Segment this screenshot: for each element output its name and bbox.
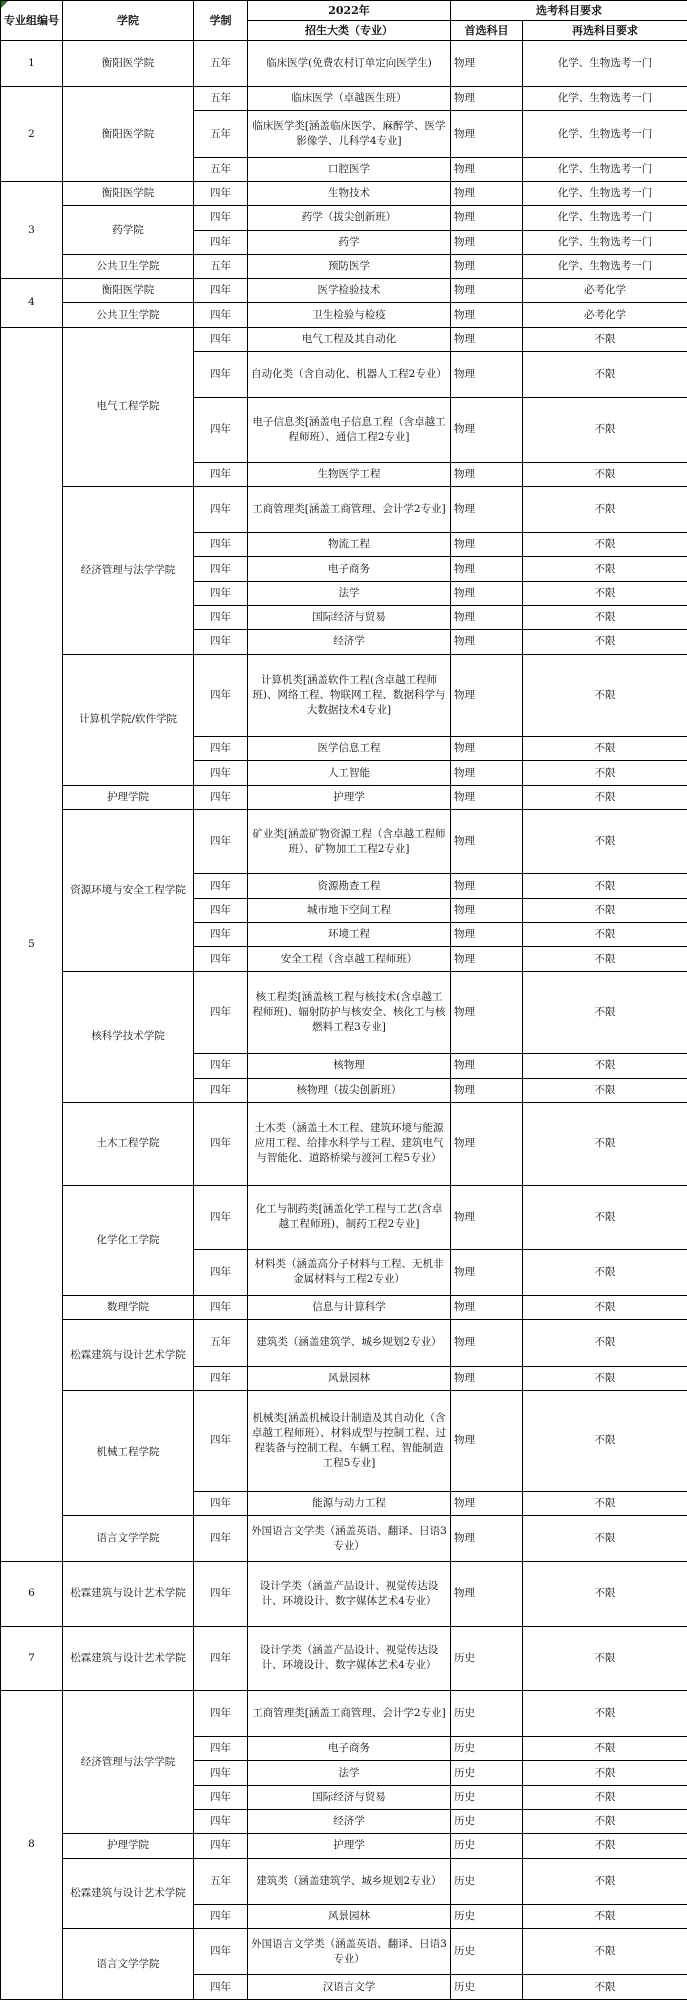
major-cell: 外国语言文学类（涵盖英语、翻译、日语3专业） — [248, 1929, 451, 1975]
major-cell: 信息与计算科学 — [248, 1296, 451, 1320]
first-subject-cell: 历史 — [451, 1975, 523, 2000]
duration-cell: 四年 — [194, 785, 248, 809]
second-subject-cell: 不限 — [523, 1904, 687, 1928]
major-cell: 能源与动力工程 — [248, 1491, 451, 1515]
group-number-cell: 1 — [1, 41, 63, 87]
major-cell: 护理学 — [248, 785, 451, 809]
major-cell: 电子商务 — [248, 1737, 451, 1761]
second-subject-cell: 不限 — [523, 605, 687, 629]
college-cell: 衡阳医学院 — [63, 181, 194, 205]
header-year: 2022年 — [248, 1, 451, 21]
table-row — [1, 1929, 687, 1975]
second-subject-cell: 必考化学 — [523, 303, 687, 327]
table-row — [1, 1516, 687, 1562]
major-cell: 物流工程 — [248, 533, 451, 557]
college-cell: 松霖建筑与设计艺术学院 — [63, 1320, 194, 1390]
second-subject-cell: 不限 — [523, 1366, 687, 1390]
duration-cell: 四年 — [194, 1690, 248, 1736]
table-row — [1, 654, 687, 737]
duration-cell: 四年 — [194, 1078, 248, 1102]
major-cell: 临床医学类[涵盖临床医学、麻醉学、医学影像学、儿科学4专业] — [248, 111, 451, 157]
second-subject-cell: 不限 — [523, 1249, 687, 1295]
first-subject-cell: 物理 — [451, 810, 523, 874]
college-cell: 化学化工学院 — [63, 1185, 194, 1296]
second-subject-cell: 不限 — [523, 352, 687, 398]
duration-cell: 四年 — [194, 303, 248, 327]
major-cell: 经济学 — [248, 1810, 451, 1834]
first-subject-cell: 历史 — [451, 1858, 523, 1904]
major-cell: 人工智能 — [248, 761, 451, 785]
duration-cell: 四年 — [194, 1296, 248, 1320]
college-cell: 语言文学学院 — [63, 1929, 194, 2000]
duration-cell: 四年 — [194, 533, 248, 557]
first-subject-cell: 历史 — [451, 1626, 523, 1690]
major-cell: 矿业类[涵盖矿物资源工程（含卓越工程师班）、矿物加工工程2专业] — [248, 810, 451, 874]
table-row — [1, 1185, 687, 1249]
major-cell: 电子商务 — [248, 557, 451, 581]
college-cell: 药学院 — [63, 206, 194, 255]
second-subject-cell: 不限 — [523, 947, 687, 971]
header-duration: 学制 — [194, 1, 248, 41]
table-row — [1, 327, 687, 351]
duration-cell: 四年 — [194, 654, 248, 737]
header-subject-req: 选考科目要求 — [451, 1, 687, 21]
second-subject-cell: 不限 — [523, 1320, 687, 1366]
duration-cell: 四年 — [194, 1516, 248, 1562]
second-subject-cell: 化学、生物选考一门 — [523, 87, 687, 111]
first-subject-cell: 物理 — [451, 1249, 523, 1295]
first-subject-cell: 物理 — [451, 398, 523, 462]
second-subject-cell: 不限 — [523, 1975, 687, 2000]
header-major-class: 招生大类（专业） — [248, 21, 451, 41]
first-subject-cell: 物理 — [451, 605, 523, 629]
table-row — [1, 486, 687, 532]
first-subject-cell: 历史 — [451, 1761, 523, 1785]
duration-cell: 四年 — [194, 1366, 248, 1390]
second-subject-cell: 不限 — [523, 898, 687, 922]
first-subject-cell: 历史 — [451, 1737, 523, 1761]
table-row — [1, 1390, 687, 1491]
major-cell: 法学 — [248, 1761, 451, 1785]
duration-cell: 四年 — [194, 923, 248, 947]
second-subject-cell: 不限 — [523, 737, 687, 761]
table-row — [1, 1296, 687, 1320]
second-subject-cell: 不限 — [523, 1690, 687, 1736]
table-row — [1, 1626, 687, 1690]
first-subject-cell: 物理 — [451, 157, 523, 181]
college-cell: 语言文学学院 — [63, 1516, 194, 1562]
second-subject-cell: 不限 — [523, 1929, 687, 1975]
first-subject-cell: 物理 — [451, 761, 523, 785]
duration-cell: 五年 — [194, 87, 248, 111]
college-cell: 衡阳医学院 — [63, 87, 194, 182]
duration-cell: 四年 — [194, 1491, 248, 1515]
duration-cell: 四年 — [194, 486, 248, 532]
second-subject-cell: 不限 — [523, 1834, 687, 1858]
college-cell: 电气工程学院 — [63, 327, 194, 486]
duration-cell: 四年 — [194, 1810, 248, 1834]
second-subject-cell: 化学、生物选考一门 — [523, 111, 687, 157]
first-subject-cell: 物理 — [451, 923, 523, 947]
second-subject-cell: 不限 — [523, 810, 687, 874]
second-subject-cell: 不限 — [523, 462, 687, 486]
first-subject-cell: 历史 — [451, 1834, 523, 1858]
major-cell: 土木类（涵盖土木工程、建筑环境与能源应用工程、给排水科学与工程、建筑电气与智能化、道路桥梁与渡河工程5专业） — [248, 1102, 451, 1185]
second-subject-cell: 不限 — [523, 1562, 687, 1626]
first-subject-cell: 物理 — [451, 181, 523, 205]
duration-cell: 五年 — [194, 254, 248, 278]
major-cell: 建筑类（涵盖建筑学、城乡规划2专业） — [248, 1320, 451, 1366]
duration-cell: 五年 — [194, 157, 248, 181]
college-cell: 松霖建筑与设计艺术学院 — [63, 1562, 194, 1626]
group-number-cell: 3 — [1, 181, 63, 278]
duration-cell: 四年 — [194, 181, 248, 205]
second-subject-cell: 不限 — [523, 1102, 687, 1185]
second-subject-cell: 不限 — [523, 1626, 687, 1690]
duration-cell: 四年 — [194, 1102, 248, 1185]
duration-cell: 四年 — [194, 327, 248, 351]
first-subject-cell: 物理 — [451, 1078, 523, 1102]
corner-mark — [1, 1, 8, 8]
duration-cell: 五年 — [194, 1320, 248, 1366]
second-subject-cell: 不限 — [523, 923, 687, 947]
second-subject-cell: 不限 — [523, 1491, 687, 1515]
college-cell: 计算机学院/软件学院 — [63, 654, 194, 785]
second-subject-cell: 不限 — [523, 874, 687, 898]
table-row — [1, 785, 687, 809]
major-cell: 建筑类（涵盖建筑学、城乡规划2专业） — [248, 1858, 451, 1904]
duration-cell: 四年 — [194, 1562, 248, 1626]
second-subject-cell: 化学、生物选考一门 — [523, 206, 687, 230]
second-subject-cell: 不限 — [523, 327, 687, 351]
duration-cell: 四年 — [194, 810, 248, 874]
group-number-cell: 2 — [1, 87, 63, 182]
duration-cell: 四年 — [194, 279, 248, 303]
second-subject-cell: 必考化学 — [523, 279, 687, 303]
first-subject-cell: 物理 — [451, 947, 523, 971]
first-subject-cell: 物理 — [451, 737, 523, 761]
table-row — [1, 1690, 687, 1736]
major-cell: 电气工程及其自动化 — [248, 327, 451, 351]
duration-cell: 四年 — [194, 1390, 248, 1491]
header-second-subject: 再选科目要求 — [523, 21, 687, 41]
duration-cell: 四年 — [194, 1737, 248, 1761]
first-subject-cell: 物理 — [451, 303, 523, 327]
first-subject-cell: 物理 — [451, 1516, 523, 1562]
duration-cell: 四年 — [194, 557, 248, 581]
duration-cell: 四年 — [194, 1761, 248, 1785]
header-group-no-label: 专业组编号 — [4, 14, 59, 27]
first-subject-cell: 物理 — [451, 654, 523, 737]
first-subject-cell: 物理 — [451, 971, 523, 1054]
first-subject-cell: 物理 — [451, 630, 523, 654]
table-row — [1, 1834, 687, 1858]
duration-cell: 四年 — [194, 1054, 248, 1078]
first-subject-cell: 物理 — [451, 1296, 523, 1320]
second-subject-cell: 不限 — [523, 1516, 687, 1562]
duration-cell: 四年 — [194, 605, 248, 629]
second-subject-cell: 不限 — [523, 785, 687, 809]
major-cell: 卫生检验与检疫 — [248, 303, 451, 327]
first-subject-cell: 物理 — [451, 87, 523, 111]
major-cell: 国际经济与贸易 — [248, 1785, 451, 1809]
duration-cell: 四年 — [194, 1929, 248, 1975]
group-number-cell: 4 — [1, 279, 63, 328]
table-row — [1, 1102, 687, 1185]
second-subject-cell: 不限 — [523, 1054, 687, 1078]
second-subject-cell: 化学、生物选考一门 — [523, 41, 687, 87]
table-row — [1, 810, 687, 874]
college-cell: 护理学院 — [63, 785, 194, 809]
college-cell: 经济管理与法学学院 — [63, 1690, 194, 1833]
second-subject-cell: 化学、生物选考一门 — [523, 230, 687, 254]
second-subject-cell: 不限 — [523, 398, 687, 462]
first-subject-cell: 物理 — [451, 111, 523, 157]
duration-cell: 四年 — [194, 898, 248, 922]
first-subject-cell: 历史 — [451, 1929, 523, 1975]
college-cell: 公共卫生学院 — [63, 254, 194, 278]
major-cell: 风景园林 — [248, 1366, 451, 1390]
first-subject-cell: 物理 — [451, 352, 523, 398]
table-body — [1, 41, 687, 2000]
first-subject-cell: 物理 — [451, 1491, 523, 1515]
major-cell: 汉语言文学 — [248, 1975, 451, 2000]
major-cell: 生物医学工程 — [248, 462, 451, 486]
second-subject-cell: 不限 — [523, 1810, 687, 1834]
major-cell: 护理学 — [248, 1834, 451, 1858]
second-subject-cell: 不限 — [523, 581, 687, 605]
first-subject-cell: 历史 — [451, 1904, 523, 1928]
major-cell: 药学 — [248, 230, 451, 254]
major-cell: 设计学类（涵盖产品设计、视觉传达设计、环境设计、数字媒体艺术4专业） — [248, 1562, 451, 1626]
first-subject-cell: 物理 — [451, 785, 523, 809]
major-cell: 医学检验技术 — [248, 279, 451, 303]
second-subject-cell: 不限 — [523, 1785, 687, 1809]
major-cell: 核物理 — [248, 1054, 451, 1078]
second-subject-cell: 不限 — [523, 1858, 687, 1904]
major-cell: 化工与制药类[涵盖化学工程与工艺(含卓越工程师班)、制药工程2专业] — [248, 1185, 451, 1249]
college-cell: 松霖建筑与设计艺术学院 — [63, 1626, 194, 1690]
duration-cell: 四年 — [194, 1785, 248, 1809]
major-cell: 工商管理类[涵盖工商管理、会计学2专业] — [248, 1690, 451, 1736]
table-row — [1, 41, 687, 87]
duration-cell: 四年 — [194, 230, 248, 254]
table-row — [1, 1858, 687, 1904]
table-row — [1, 1320, 687, 1366]
second-subject-cell: 不限 — [523, 1737, 687, 1761]
major-cell: 核工程类[涵盖核工程与核技术(含卓越工程师班)、辐射防护与核安全、核化工与核燃料工程3专业] — [248, 971, 451, 1054]
table-row — [1, 87, 687, 111]
duration-cell: 四年 — [194, 1834, 248, 1858]
table-row — [1, 206, 687, 230]
major-cell: 环境工程 — [248, 923, 451, 947]
header-first-subject: 首选科目 — [451, 21, 523, 41]
first-subject-cell: 物理 — [451, 533, 523, 557]
major-cell: 国际经济与贸易 — [248, 605, 451, 629]
college-cell: 公共卫生学院 — [63, 303, 194, 327]
first-subject-cell: 物理 — [451, 1320, 523, 1366]
duration-cell: 四年 — [194, 874, 248, 898]
duration-cell: 四年 — [194, 1185, 248, 1249]
major-cell: 药学（拔尖创新班） — [248, 206, 451, 230]
first-subject-cell: 物理 — [451, 557, 523, 581]
major-cell: 电子信息类[涵盖电子信息工程（含卓越工程师班）、通信工程2专业] — [248, 398, 451, 462]
major-cell: 自动化类（含自动化、机器人工程2专业） — [248, 352, 451, 398]
duration-cell: 四年 — [194, 462, 248, 486]
duration-cell: 四年 — [194, 352, 248, 398]
college-cell: 资源环境与安全工程学院 — [63, 810, 194, 972]
first-subject-cell: 物理 — [451, 1390, 523, 1491]
first-subject-cell: 物理 — [451, 206, 523, 230]
duration-cell: 四年 — [194, 581, 248, 605]
second-subject-cell: 不限 — [523, 533, 687, 557]
college-cell: 松霖建筑与设计艺术学院 — [63, 1858, 194, 1928]
table-row — [1, 971, 687, 1054]
first-subject-cell: 物理 — [451, 581, 523, 605]
college-cell: 衡阳医学院 — [63, 279, 194, 303]
major-cell: 临床医学（卓越医生班） — [248, 87, 451, 111]
first-subject-cell: 物理 — [451, 230, 523, 254]
table-row — [1, 254, 687, 278]
first-subject-cell: 物理 — [451, 1562, 523, 1626]
major-cell: 工商管理类[涵盖工商管理、会计学2专业] — [248, 486, 451, 532]
major-cell: 设计学类（涵盖产品设计、视觉传达设计、环境设计、数字媒体艺术4专业） — [248, 1626, 451, 1690]
duration-cell: 四年 — [194, 1975, 248, 2000]
major-cell: 医学信息工程 — [248, 737, 451, 761]
duration-cell: 四年 — [194, 761, 248, 785]
duration-cell: 四年 — [194, 947, 248, 971]
second-subject-cell: 不限 — [523, 761, 687, 785]
major-cell: 法学 — [248, 581, 451, 605]
group-number-cell: 5 — [1, 327, 63, 1561]
major-cell: 生物技术 — [248, 181, 451, 205]
college-cell: 核科学技术学院 — [63, 971, 194, 1102]
group-number-cell: 8 — [1, 1690, 63, 1999]
college-cell: 护理学院 — [63, 1834, 194, 1858]
duration-cell: 五年 — [194, 41, 248, 87]
first-subject-cell: 物理 — [451, 327, 523, 351]
first-subject-cell: 物理 — [451, 462, 523, 486]
table-row — [1, 279, 687, 303]
college-cell: 土木工程学院 — [63, 1102, 194, 1185]
second-subject-cell: 不限 — [523, 1078, 687, 1102]
major-cell: 临床医学(免费农村订单定向医学生) — [248, 41, 451, 87]
second-subject-cell: 化学、生物选考一门 — [523, 254, 687, 278]
major-cell: 材料类（涵盖高分子材料与工程、无机非金属材料与工程2专业） — [248, 1249, 451, 1295]
duration-cell: 四年 — [194, 398, 248, 462]
second-subject-cell: 不限 — [523, 1185, 687, 1249]
duration-cell: 五年 — [194, 111, 248, 157]
major-cell: 外国语言文学类（涵盖英语、翻译、日语3专业） — [248, 1516, 451, 1562]
first-subject-cell: 物理 — [451, 279, 523, 303]
second-subject-cell: 不限 — [523, 557, 687, 581]
group-number-cell: 7 — [1, 1626, 63, 1690]
duration-cell: 四年 — [194, 971, 248, 1054]
major-cell: 安全工程（含卓越工程师班） — [248, 947, 451, 971]
college-cell: 经济管理与法学学院 — [63, 486, 194, 654]
college-cell: 衡阳医学院 — [63, 41, 194, 87]
duration-cell: 四年 — [194, 1249, 248, 1295]
second-subject-cell: 不限 — [523, 486, 687, 532]
group-number-cell: 6 — [1, 1562, 63, 1626]
college-cell: 数理学院 — [63, 1296, 194, 1320]
duration-cell: 四年 — [194, 737, 248, 761]
duration-cell: 四年 — [194, 630, 248, 654]
second-subject-cell: 不限 — [523, 1761, 687, 1785]
major-cell: 核物理（拔尖创新班） — [248, 1078, 451, 1102]
first-subject-cell: 物理 — [451, 1185, 523, 1249]
second-subject-cell: 不限 — [523, 971, 687, 1054]
duration-cell: 四年 — [194, 1904, 248, 1928]
first-subject-cell: 物理 — [451, 898, 523, 922]
college-cell: 机械工程学院 — [63, 1390, 194, 1515]
table-row — [1, 181, 687, 205]
header-row-1 — [1, 1, 687, 21]
header-group-no — [1, 1, 63, 41]
first-subject-cell: 历史 — [451, 1810, 523, 1834]
duration-cell: 五年 — [194, 1858, 248, 1904]
second-subject-cell: 不限 — [523, 654, 687, 737]
major-cell: 资源勘查工程 — [248, 874, 451, 898]
table-row — [1, 303, 687, 327]
second-subject-cell: 化学、生物选考一门 — [523, 181, 687, 205]
major-cell: 风景园林 — [248, 1904, 451, 1928]
duration-cell: 四年 — [194, 1626, 248, 1690]
table-row — [1, 1562, 687, 1626]
major-cell: 经济学 — [248, 630, 451, 654]
first-subject-cell: 历史 — [451, 1690, 523, 1736]
first-subject-cell: 物理 — [451, 254, 523, 278]
duration-cell: 四年 — [194, 206, 248, 230]
major-cell: 计算机类[涵盖软件工程(含卓越工程师班)、网络工程、物联网工程、数据科学与大数据技术4专业] — [248, 654, 451, 737]
major-cell: 预防医学 — [248, 254, 451, 278]
first-subject-cell: 物理 — [451, 1366, 523, 1390]
first-subject-cell: 物理 — [451, 1102, 523, 1185]
major-cell: 口腔医学 — [248, 157, 451, 181]
first-subject-cell: 物理 — [451, 486, 523, 532]
first-subject-cell: 历史 — [451, 1785, 523, 1809]
first-subject-cell: 物理 — [451, 1054, 523, 1078]
second-subject-cell: 不限 — [523, 1296, 687, 1320]
major-cell: 城市地下空间工程 — [248, 898, 451, 922]
second-subject-cell: 不限 — [523, 630, 687, 654]
second-subject-cell: 不限 — [523, 1390, 687, 1491]
first-subject-cell: 物理 — [451, 874, 523, 898]
header-college: 学院 — [63, 1, 194, 41]
major-cell: 机械类[涵盖机械设计制造及其自动化（含卓越工程师班）、材料成型与控制工程、过程装备与控制工程、车辆工程、智能制造工程5专业] — [248, 1390, 451, 1491]
second-subject-cell: 化学、生物选考一门 — [523, 157, 687, 181]
first-subject-cell: 物理 — [451, 41, 523, 87]
